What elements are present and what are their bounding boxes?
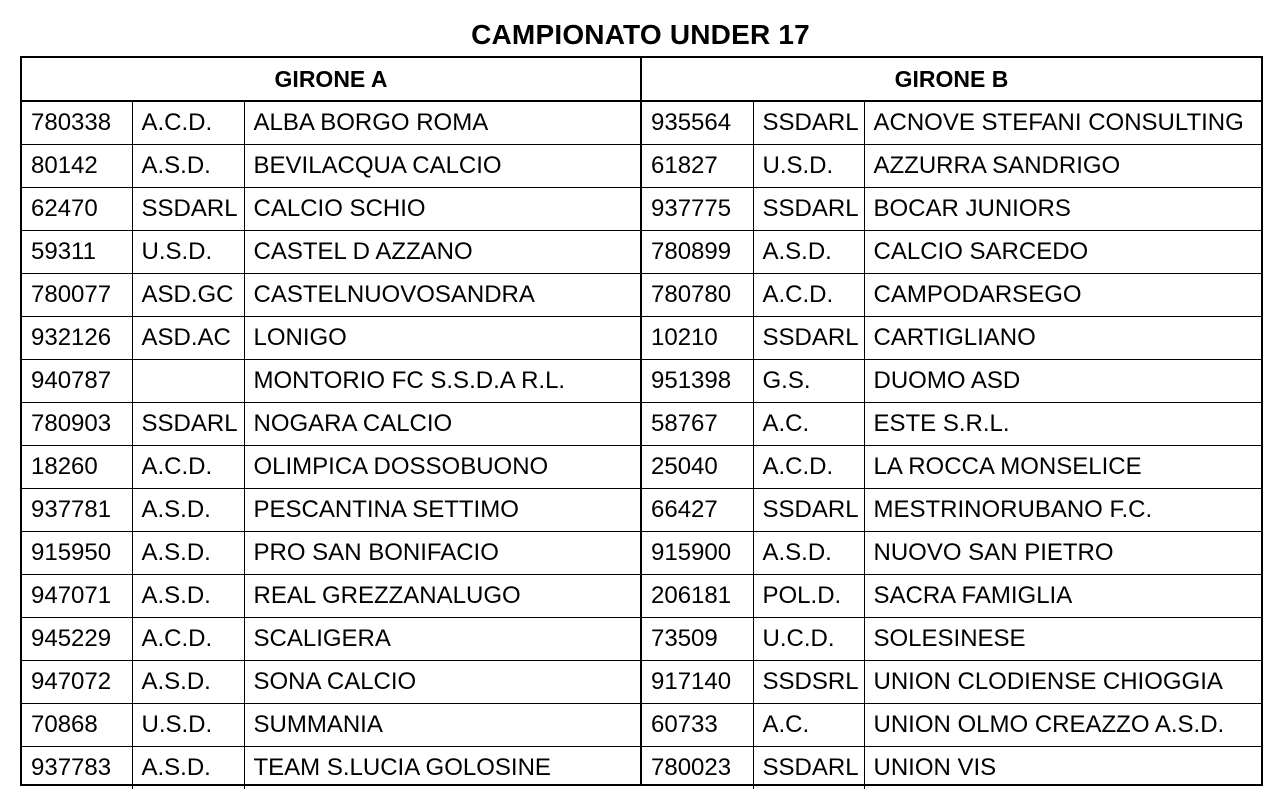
table-row xyxy=(642,489,1261,532)
club-code-cell: 66427 xyxy=(642,489,753,532)
club-type-cell: A.C.D. xyxy=(132,446,244,489)
table-row xyxy=(642,532,1261,575)
club-name-cell: CASTEL D AZZANO xyxy=(244,231,640,274)
group-b xyxy=(642,58,1261,784)
table-row xyxy=(642,403,1261,446)
club-code-cell: 73509 xyxy=(642,618,753,661)
club-code-cell: 937783 xyxy=(22,747,132,790)
club-type-cell: A.S.D. xyxy=(132,747,244,790)
club-name-cell: UNION OLMO CREAZZO A.S.D. xyxy=(864,704,1261,747)
groups-table xyxy=(20,56,1263,786)
club-name-cell: LA ROCCA MONSELICE xyxy=(864,446,1261,489)
club-type-cell: SSDARL xyxy=(753,489,864,532)
group-b-header-row xyxy=(642,58,1261,101)
club-name-cell: ESTE S.R.L. xyxy=(864,403,1261,446)
club-name-cell: CARTIGLIANO xyxy=(864,317,1261,360)
club-code-cell: 62470 xyxy=(22,188,132,231)
club-code-cell: 80142 xyxy=(22,145,132,188)
club-name-cell: AZZURRA SANDRIGO xyxy=(864,145,1261,188)
club-name-cell: CASTELNUOVOSANDRA xyxy=(244,274,640,317)
club-name-cell: SACRA FAMIGLIA xyxy=(864,575,1261,618)
club-name-cell: ALBA BORGO ROMA xyxy=(244,101,640,145)
club-type-cell: POL.D. xyxy=(753,575,864,618)
club-name-cell: ACNOVE STEFANI CONSULTING xyxy=(864,101,1261,145)
club-name-cell: CAMPODARSEGO xyxy=(864,274,1261,317)
table-row xyxy=(642,274,1261,317)
club-type-cell: A.C.D. xyxy=(132,101,244,145)
table-row xyxy=(22,661,640,704)
club-code-cell: 935564 xyxy=(642,101,753,145)
club-name-cell: SOLESINESE xyxy=(864,618,1261,661)
club-type-cell: A.C.D. xyxy=(753,446,864,489)
club-type-cell: A.S.D. xyxy=(132,661,244,704)
table-row xyxy=(642,188,1261,231)
table-row xyxy=(22,317,640,360)
club-name-cell: SCALIGERA xyxy=(244,618,640,661)
club-name-cell: NOGARA CALCIO xyxy=(244,403,640,446)
table-row xyxy=(22,403,640,446)
club-code-cell: 780077 xyxy=(22,274,132,317)
club-name-cell: UNION VIS xyxy=(873,754,997,781)
table-row xyxy=(642,446,1261,489)
table-row xyxy=(22,360,640,403)
club-code-cell: 937781 xyxy=(22,489,132,532)
table-row xyxy=(22,231,640,274)
club-type-cell: SSDARL xyxy=(753,101,864,145)
club-type-cell: G.S. xyxy=(753,360,864,403)
club-code-cell: 780903 xyxy=(22,403,132,446)
club-name-cell: CALCIO SARCEDO xyxy=(864,231,1261,274)
club-name-cell: DUOMO ASD xyxy=(864,360,1261,403)
club-type-cell: A.C. xyxy=(753,403,864,446)
club-name-cell: BEVILACQUA CALCIO xyxy=(244,145,640,188)
group-a-title: GIRONE A xyxy=(22,58,640,101)
group-b-rows xyxy=(642,101,1261,789)
club-code-cell: 947072 xyxy=(22,661,132,704)
club-code-cell: 780899 xyxy=(642,231,753,274)
club-name-cell: CALCIO SCHIO xyxy=(244,188,640,231)
club-type-cell: A.S.D. xyxy=(132,145,244,188)
club-name-cell: OLIMPICA DOSSOBUONO xyxy=(244,446,640,489)
table-row xyxy=(22,532,640,575)
table-row xyxy=(642,575,1261,618)
group-b-table xyxy=(642,58,1261,789)
table-row xyxy=(642,317,1261,360)
club-code-cell: 61827 xyxy=(642,145,753,188)
table-row xyxy=(642,661,1261,704)
club-name-cell: TEAM S.LUCIA GOLOSINE xyxy=(253,754,551,781)
club-code-cell: 937775 xyxy=(642,188,753,231)
club-type-cell: U.C.D. xyxy=(753,618,864,661)
table-row xyxy=(22,575,640,618)
table-row xyxy=(22,618,640,661)
club-name-cell: REAL GREZZANALUGO xyxy=(244,575,640,618)
club-type-cell: SSDARL xyxy=(753,317,864,360)
club-name-cell: BOCAR JUNIORS xyxy=(864,188,1261,231)
table-row xyxy=(642,101,1261,145)
club-type-cell: U.S.D. xyxy=(132,704,244,747)
club-type-cell xyxy=(132,360,244,403)
club-name-cell: PRO SAN BONIFACIO xyxy=(244,532,640,575)
table-row xyxy=(22,446,640,489)
club-name-cell: SONA CALCIO xyxy=(244,661,640,704)
club-type-cell: A.S.D. xyxy=(753,532,864,575)
club-code-cell: 951398 xyxy=(642,360,753,403)
club-type-cell: A.S.D. xyxy=(132,489,244,532)
club-type-cell: SSDARL xyxy=(132,403,244,446)
club-name-cell: PESCANTINA SETTIMO xyxy=(244,489,640,532)
table-row xyxy=(22,747,640,790)
club-code-cell: 60733 xyxy=(642,704,753,747)
group-a xyxy=(22,58,642,784)
club-code-cell: 70868 xyxy=(22,704,132,747)
club-code-cell: 947071 xyxy=(22,575,132,618)
club-type-cell: A.S.D. xyxy=(132,532,244,575)
group-b-title: GIRONE B xyxy=(642,58,1261,101)
club-type-cell: SSDSRL xyxy=(753,661,864,704)
club-code-cell: 917140 xyxy=(642,661,753,704)
club-type-cell: U.S.D. xyxy=(753,145,864,188)
club-code-cell: 915950 xyxy=(22,532,132,575)
table-row xyxy=(642,360,1261,403)
club-type-cell: A.S.D. xyxy=(753,231,864,274)
club-code-cell: 932126 xyxy=(22,317,132,360)
club-type-cell: A.C. xyxy=(753,704,864,747)
club-type-cell: SSDARL xyxy=(132,188,244,231)
club-type-cell: A.C.D. xyxy=(132,618,244,661)
table-row xyxy=(22,145,640,188)
club-code-cell: 940787 xyxy=(22,360,132,403)
table-row xyxy=(22,101,640,145)
club-code-cell: 780023 xyxy=(642,747,753,790)
club-type-cell: ASD.GC xyxy=(132,274,244,317)
page-title: CAMPIONATO UNDER 17 xyxy=(471,19,810,50)
club-name-cell: SUMMANIA xyxy=(244,704,640,747)
table-row xyxy=(642,618,1261,661)
table-row xyxy=(22,274,640,317)
club-type-cell: SSDARL xyxy=(753,188,864,231)
table-row xyxy=(22,489,640,532)
table-row xyxy=(642,747,1261,790)
club-code-cell: 18260 xyxy=(22,446,132,489)
club-code-cell: 780338 xyxy=(22,101,132,145)
club-code-cell: 10210 xyxy=(642,317,753,360)
club-name-cell: MONTORIO FC S.S.D.A R.L. xyxy=(244,360,640,403)
club-code-cell: 915900 xyxy=(642,532,753,575)
club-code-cell: 206181 xyxy=(642,575,753,618)
table-row xyxy=(22,188,640,231)
group-a-table xyxy=(22,58,640,789)
table-row xyxy=(642,231,1261,274)
club-code-cell: 945229 xyxy=(22,618,132,661)
club-code-cell: 58767 xyxy=(642,403,753,446)
table-row xyxy=(642,704,1261,747)
club-type-cell: U.S.D. xyxy=(132,231,244,274)
club-code-cell: 25040 xyxy=(642,446,753,489)
club-type-cell: SSDARL xyxy=(753,747,864,790)
club-name-cell: NUOVO SAN PIETRO xyxy=(864,532,1261,575)
club-name-cell: MESTRINORUBANO F.C. xyxy=(864,489,1261,532)
club-code-cell: 780780 xyxy=(642,274,753,317)
club-name-cell: LONIGO xyxy=(244,317,640,360)
table-row xyxy=(22,704,640,747)
club-name-cell: UNION CLODIENSE CHIOGGIA xyxy=(864,661,1261,704)
club-type-cell: A.S.D. xyxy=(132,575,244,618)
club-type-cell: A.C.D. xyxy=(753,274,864,317)
club-code-cell: 59311 xyxy=(22,231,132,274)
group-a-rows xyxy=(22,101,640,789)
club-type-cell: ASD.AC xyxy=(132,317,244,360)
group-a-header-row xyxy=(22,58,640,101)
table-row xyxy=(642,145,1261,188)
